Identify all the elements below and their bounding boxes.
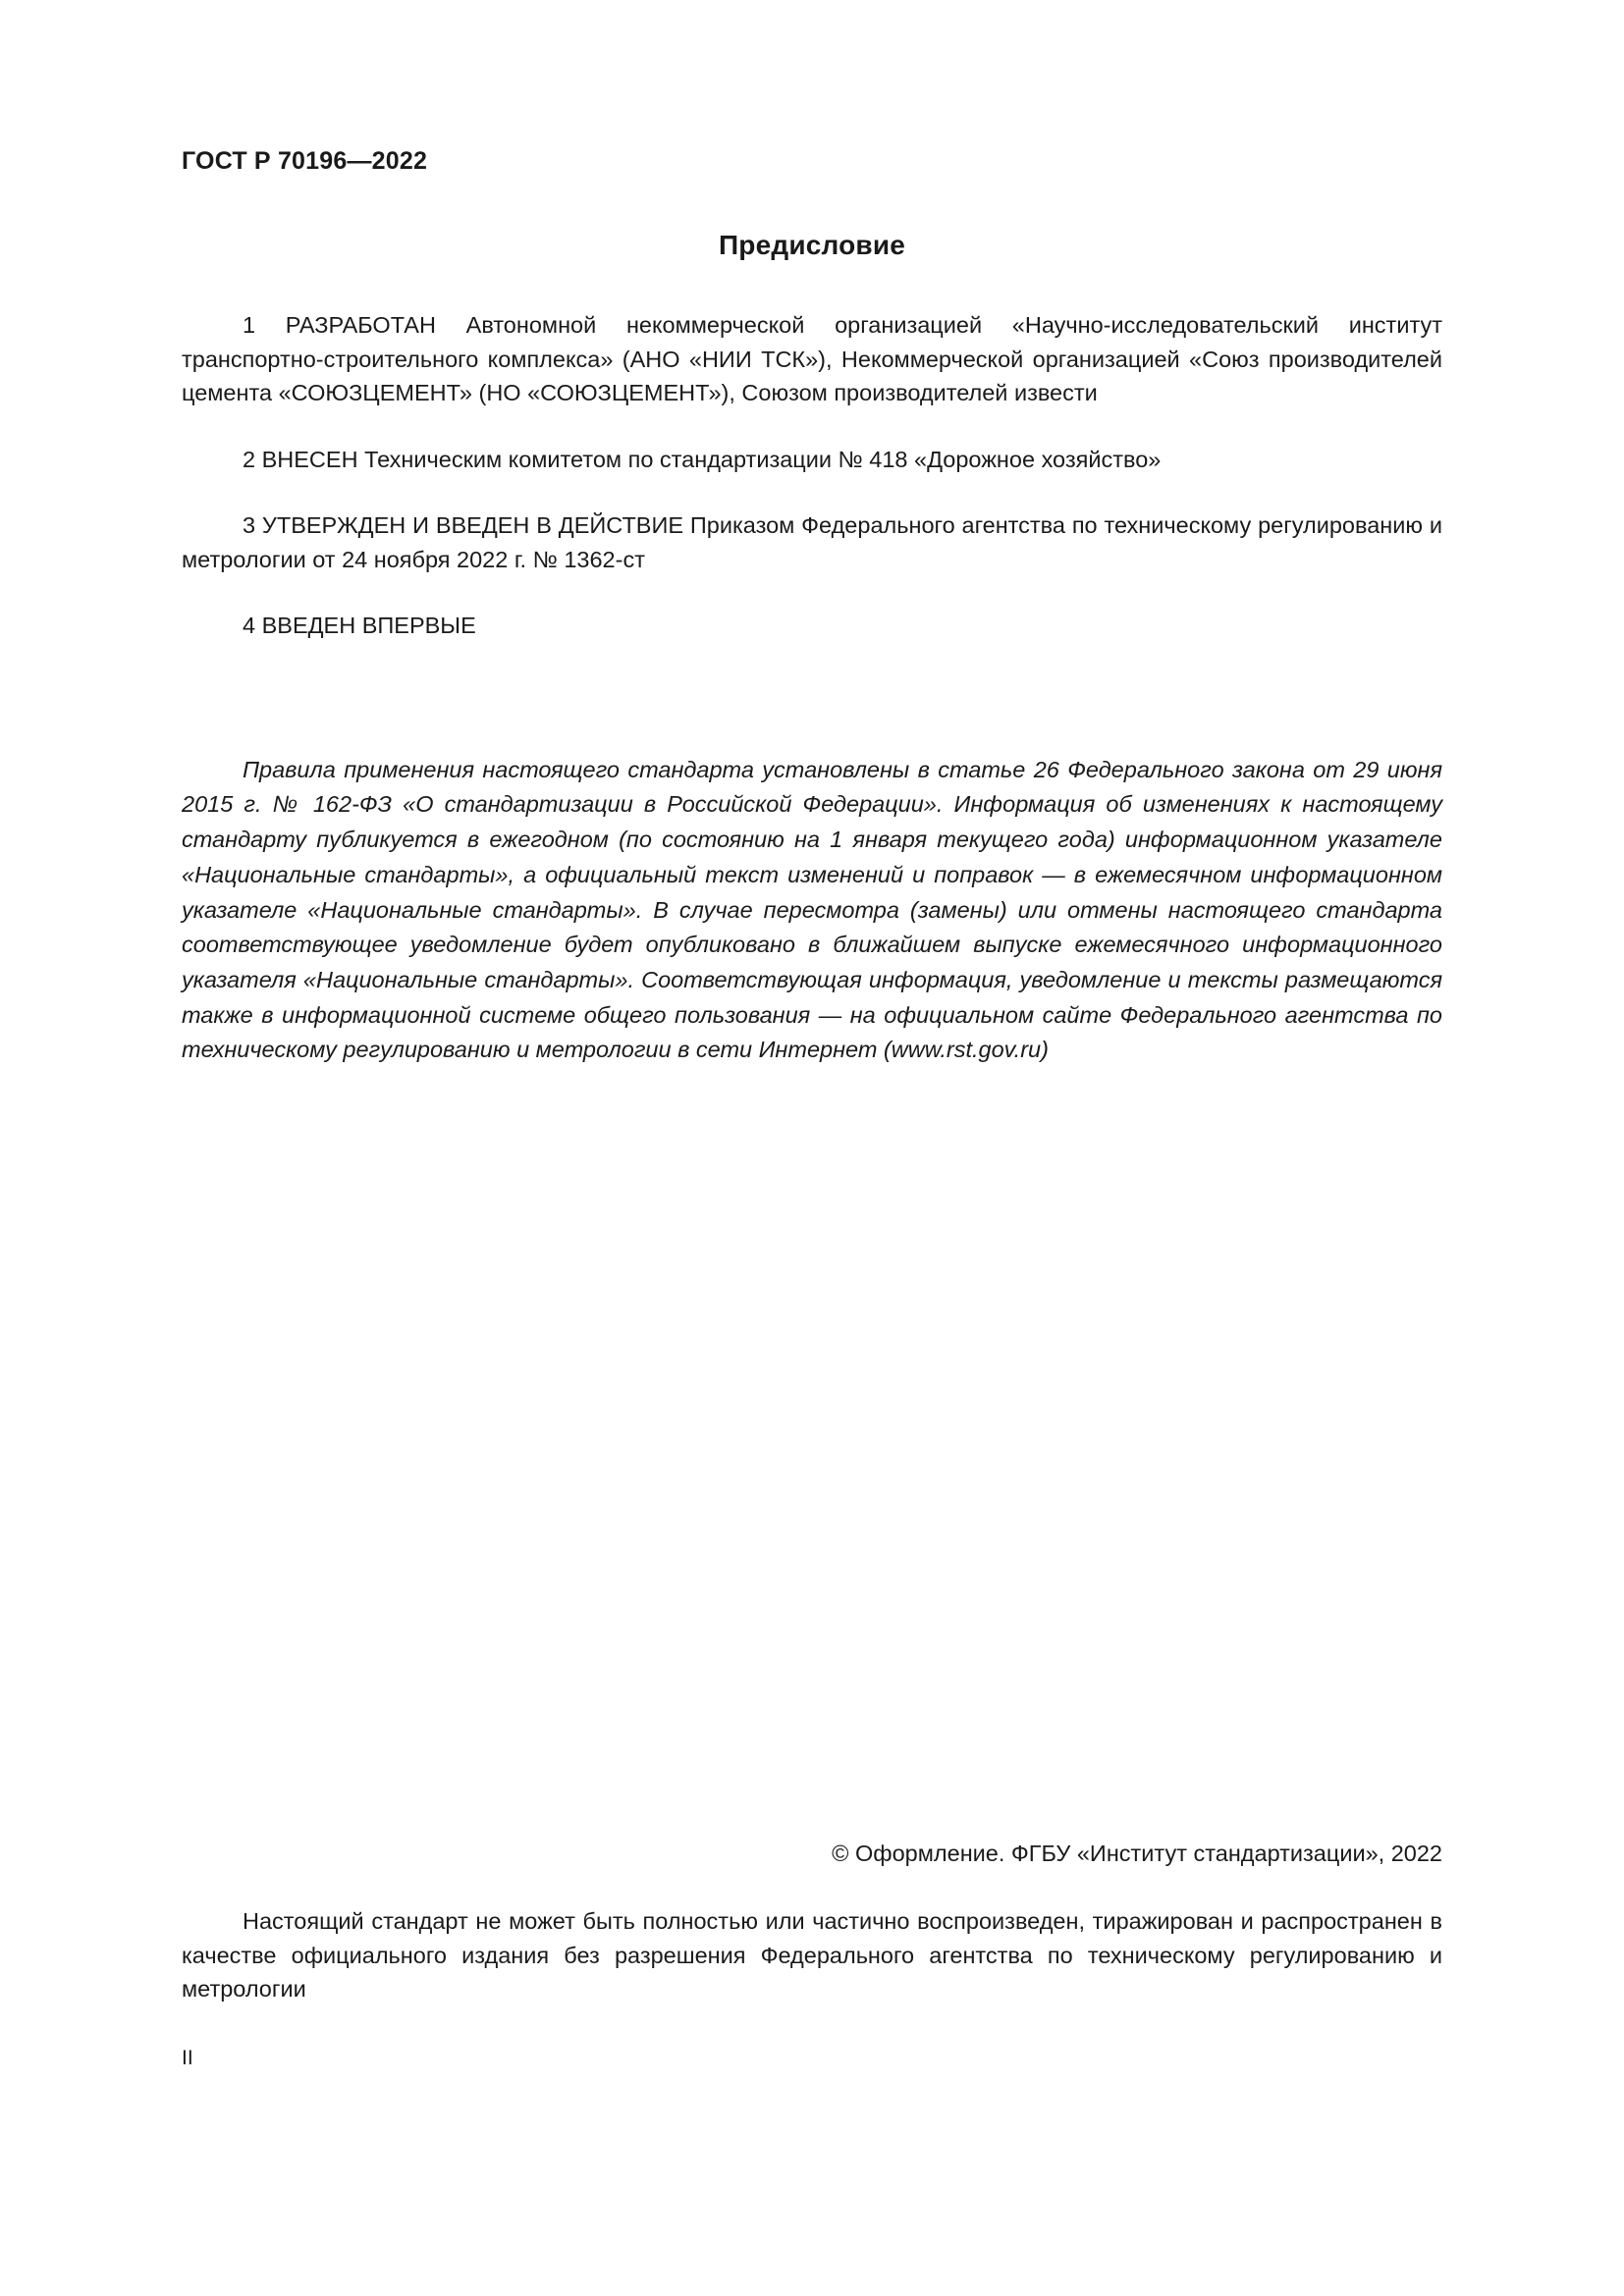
foreword-list — [182, 308, 1442, 643]
foreword-item-2: 2 ВНЕСЕН Техническим комитетом по стандартизации № 418 «Дорожное хозяйство» — [243, 446, 1162, 472]
foreword-item-3: 3 УТВЕРЖДЕН И ВВЕДЕН В ДЕЙСТВИЕ Приказом Федерального агентства по техническому регулированию и метрологии от 24 ноября 2022 г. № 1362-ст — [182, 512, 1442, 572]
foreword-item-1: 1 РАЗРАБОТАН Автономной некоммерческой организацией «Научно-исследовательский институт транспортно-строительного комплекса» (АНО «НИИ ТСК»), Некоммерческой организацией «Союз производителей цемента «СОЮЗЦЕМЕНТ» (НО «СОЮЗЦЕМЕНТ»), Союзом производителей извести — [182, 312, 1442, 406]
page-number: II — [182, 2047, 193, 2069]
copyright-notice: © Оформление. ФГБУ «Институт стандартизации», 2022 — [832, 1841, 1442, 1866]
application-rules-block — [182, 753, 1442, 1068]
standard-number-header: ГОСТ Р 70196—2022 — [182, 147, 428, 175]
foreword-item-4: 4 ВВЕДЕН ВПЕРВЫЕ — [243, 613, 476, 639]
reproduction-restriction-notice: Настоящий стандарт не может быть полностью или частично воспроизведен, тиражирован и распространен в качестве официального издания без разрешения Федерального агентства по техническому регулированию и метрологии — [182, 1908, 1442, 2002]
page-title: Предисловие — [718, 230, 906, 260]
application-rules-text: Правила применения настоящего стандарта установлены в статье 26 Федерального закона от 29 июня 2015 г. № 162-ФЗ «О стандартизации в Российской Федерации». Информация об изменениях к настоящему стандарту публикуется в ежегодном (по состоянию на 1 января текущего года) информационном указателе «Национальные стандарты», а официальный текст изменений и поправок — в ежемесячном информационном указателе «Национальные стандарты». В случае пересмотра (замены) или отмены настоящего стандарта соответствующее уведомление будет опубликовано в ближайшем выпуске ежемесячного информационного указателя «Национальные стандарты». Соответствующая информация, уведомление и тексты размещаются также в информационной системе общего пользования — на официальном сайте Федерального агентства по техническому регулированию и метрологии в сети Интернет (www.rst.gov.ru) — [182, 756, 1442, 1063]
